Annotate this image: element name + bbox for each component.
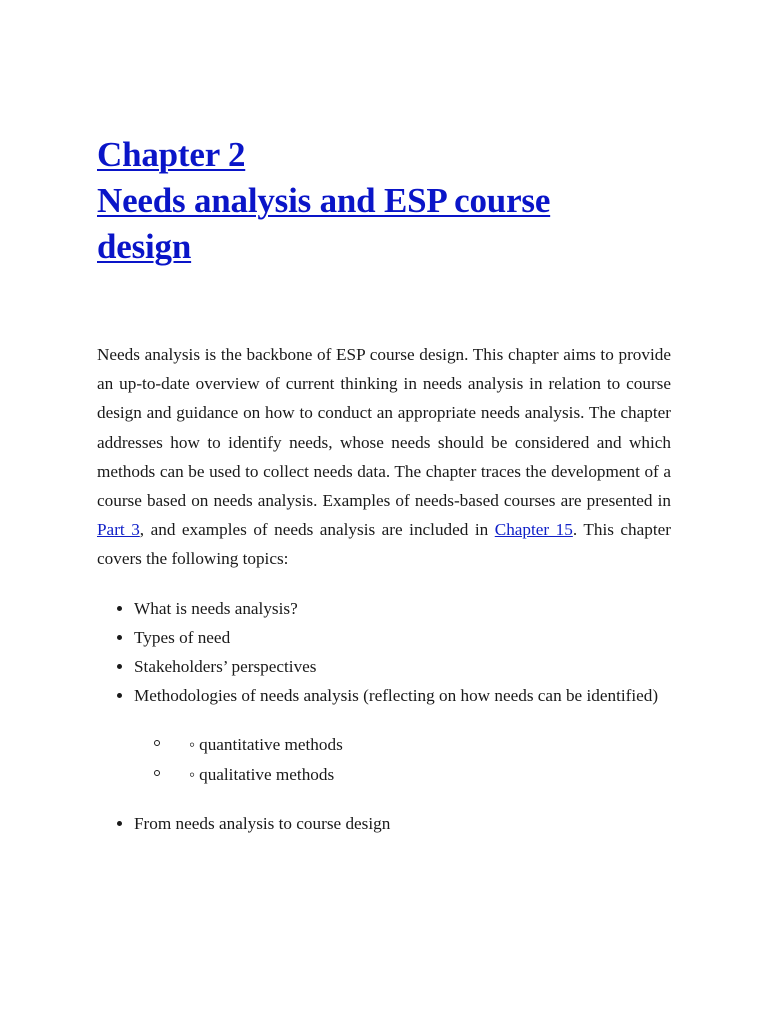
sub-list-item <box>189 760 671 789</box>
list-item-text: Methodologies of needs analysis (reflecting on how needs can be identified) <box>134 686 659 706</box>
sub-list-item-text: quantitative methods <box>199 735 343 755</box>
list-item: From needs analysis to course design <box>134 809 671 838</box>
intro-text-3: . This chapter covers the following topics: <box>97 520 671 569</box>
subtopics-list <box>134 730 671 788</box>
hollow-circle-icon: ◦ <box>189 735 196 755</box>
chapter-title-line-2: design <box>97 227 192 266</box>
intro-text-2: , and examples of needs analysis are included in <box>139 520 495 540</box>
topics-list <box>97 594 671 838</box>
sub-list-item <box>189 730 671 759</box>
list-item: What is needs analysis? <box>134 594 671 623</box>
chapter-heading <box>97 132 671 270</box>
list-item: Types of need <box>134 623 671 652</box>
chapter-heading-link[interactable] <box>97 132 671 270</box>
chapter-number: Chapter 2 <box>97 135 246 174</box>
chapter-15-link[interactable]: Chapter 15 <box>494 520 573 540</box>
hollow-circle-icon: ◦ <box>189 764 196 784</box>
chapter-title-line-1: Needs analysis and ESP course <box>97 181 551 220</box>
list-item <box>134 681 671 789</box>
intro-text-1: Needs analysis is the backbone of ESP course design. This chapter aims to provide an up-to-date overview of current thinking in needs analysis in relation to course design and guidance on how to conduct an appropriate needs analysis. The chapter addresses how to identify needs, whose needs should be considered and which methods can be used to collect needs data. The chapter traces the development of a course based on needs analysis. Examples of needs-based courses are presented in <box>97 345 671 511</box>
part-3-link[interactable]: Part 3 <box>97 520 140 540</box>
intro-paragraph <box>97 340 671 574</box>
document-page <box>97 132 671 838</box>
list-item: Stakeholders’ perspectives <box>134 652 671 681</box>
sub-list-item-text: qualitative methods <box>199 764 335 784</box>
